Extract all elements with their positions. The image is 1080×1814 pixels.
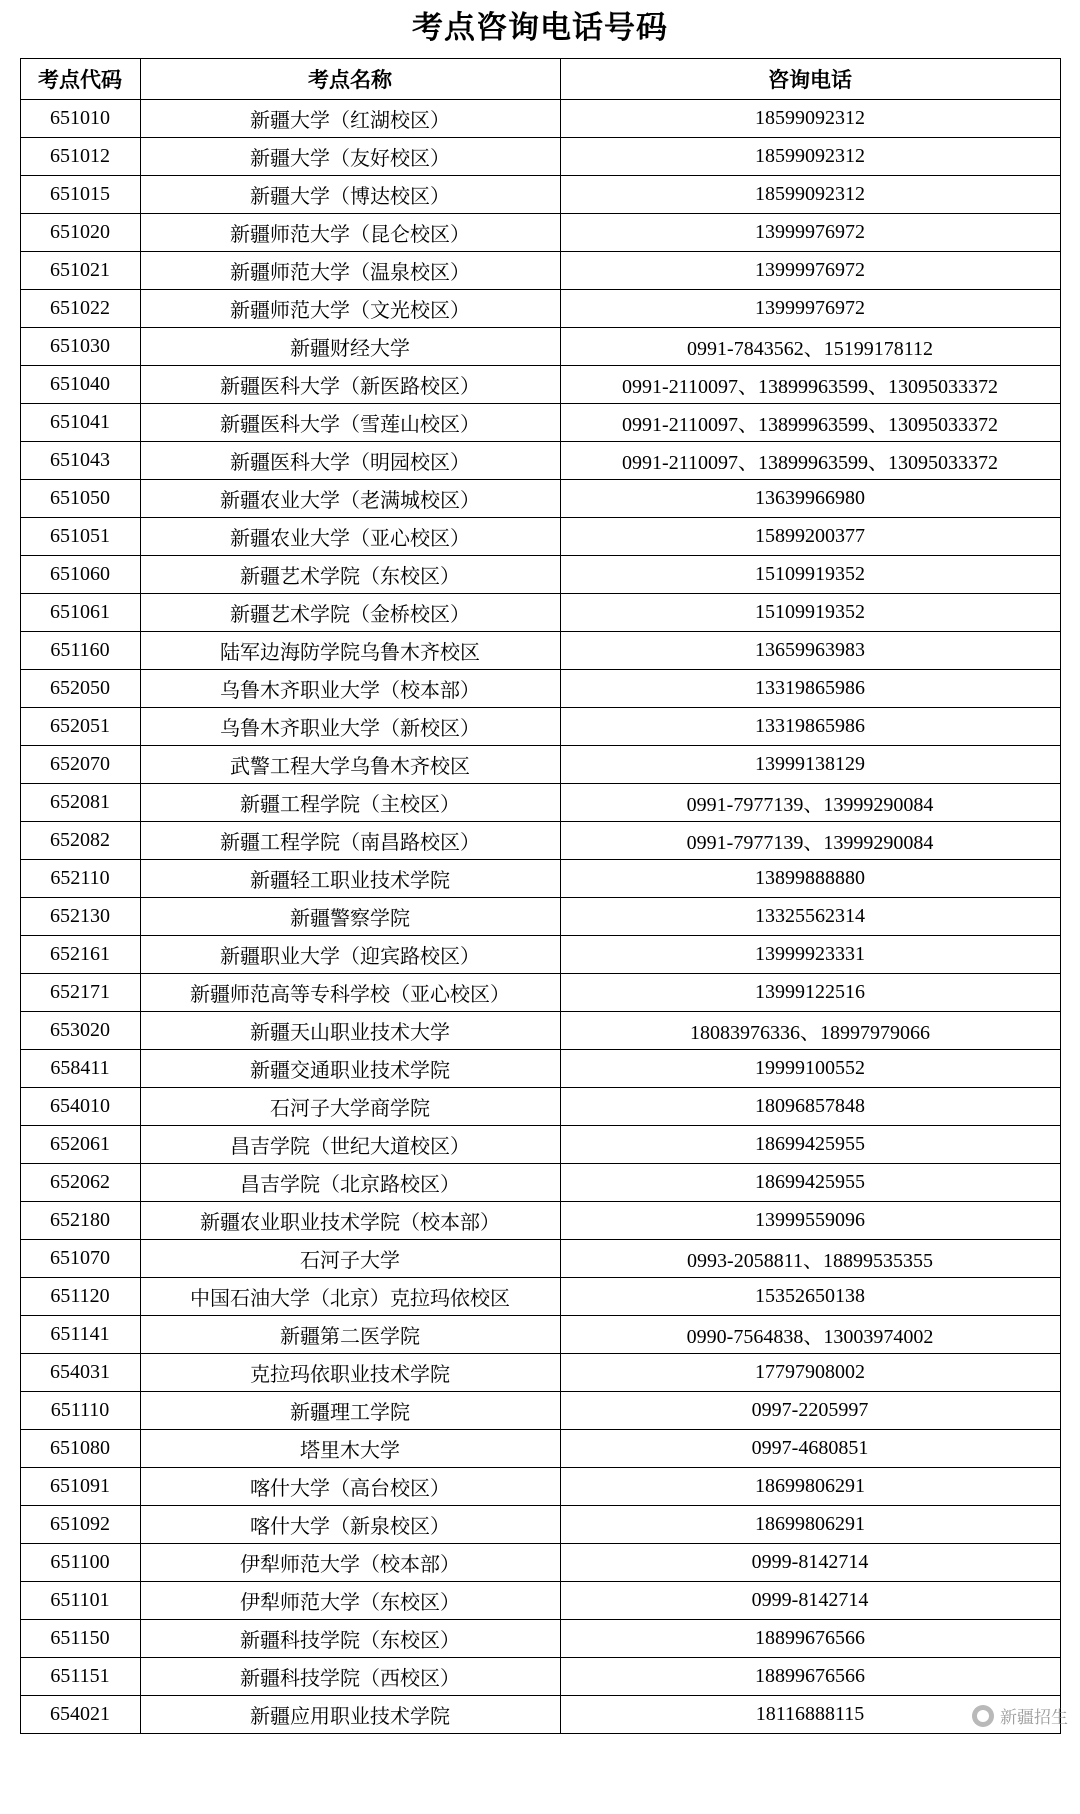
cell-exam-site-name: 新疆农业大学（老满城校区） [140, 480, 560, 518]
cell-exam-site-code: 651012 [20, 138, 140, 176]
cell-exam-site-code: 651120 [20, 1278, 140, 1316]
cell-exam-site-code: 651020 [20, 214, 140, 252]
cell-exam-site-code: 651040 [20, 366, 140, 404]
cell-exam-site-code: 651101 [20, 1582, 140, 1620]
cell-contact-phone: 0991-7977139、13999290084 [560, 822, 1060, 860]
cell-exam-site-name: 新疆医科大学（新医路校区） [140, 366, 560, 404]
cell-contact-phone: 13899888880 [560, 860, 1060, 898]
cell-exam-site-name: 新疆轻工职业技术学院 [140, 860, 560, 898]
cell-contact-phone: 18599092312 [560, 100, 1060, 138]
cell-contact-phone: 0991-7977139、13999290084 [560, 784, 1060, 822]
cell-exam-site-code: 651110 [20, 1392, 140, 1430]
table-row [20, 518, 1060, 556]
cell-contact-phone: 18096857848 [560, 1088, 1060, 1126]
cell-exam-site-code: 651043 [20, 442, 140, 480]
cell-exam-site-name: 克拉玛依职业技术学院 [140, 1354, 560, 1392]
table-row [20, 328, 1060, 366]
table-row [20, 708, 1060, 746]
cell-exam-site-code: 652161 [20, 936, 140, 974]
cell-exam-site-name: 新疆理工学院 [140, 1392, 560, 1430]
cell-exam-site-code: 651060 [20, 556, 140, 594]
cell-exam-site-code: 654010 [20, 1088, 140, 1126]
table-row [20, 1202, 1060, 1240]
cell-exam-site-code: 651100 [20, 1544, 140, 1582]
cell-exam-site-name: 新疆艺术学院（金桥校区） [140, 594, 560, 632]
cell-contact-phone: 0999-8142714 [560, 1582, 1060, 1620]
cell-exam-site-name: 乌鲁木齐职业大学（新校区） [140, 708, 560, 746]
cell-exam-site-name: 石河子大学商学院 [140, 1088, 560, 1126]
cell-exam-site-code: 652051 [20, 708, 140, 746]
cell-contact-phone: 18699806291 [560, 1506, 1060, 1544]
table-row [20, 1126, 1060, 1164]
cell-exam-site-code: 652110 [20, 860, 140, 898]
cell-contact-phone: 13319865986 [560, 708, 1060, 746]
cell-exam-site-code: 651092 [20, 1506, 140, 1544]
cell-contact-phone: 18599092312 [560, 176, 1060, 214]
cell-exam-site-code: 651160 [20, 632, 140, 670]
table-row [20, 442, 1060, 480]
table-row [20, 632, 1060, 670]
cell-exam-site-code: 651151 [20, 1658, 140, 1696]
cell-exam-site-name: 新疆大学（博达校区） [140, 176, 560, 214]
table-row [20, 1544, 1060, 1582]
cell-exam-site-code: 651030 [20, 328, 140, 366]
cell-exam-site-name: 新疆大学（友好校区） [140, 138, 560, 176]
table-row [20, 290, 1060, 328]
cell-exam-site-code: 652070 [20, 746, 140, 784]
table-row [20, 100, 1060, 138]
cell-exam-site-name: 新疆应用职业技术学院 [140, 1696, 560, 1734]
cell-contact-phone: 13325562314 [560, 898, 1060, 936]
cell-contact-phone: 0990-7564838、13003974002 [560, 1316, 1060, 1354]
table-row [20, 556, 1060, 594]
cell-contact-phone: 0999-8142714 [560, 1544, 1060, 1582]
table-row [20, 366, 1060, 404]
table-row [20, 1696, 1060, 1734]
cell-exam-site-name: 新疆工程学院（南昌路校区） [140, 822, 560, 860]
table-body [20, 100, 1060, 1734]
cell-exam-site-code: 652082 [20, 822, 140, 860]
cell-exam-site-name: 塔里木大学 [140, 1430, 560, 1468]
cell-exam-site-name: 新疆交通职业技术学院 [140, 1050, 560, 1088]
cell-exam-site-name: 伊犁师范大学（东校区） [140, 1582, 560, 1620]
cell-exam-site-code: 652062 [20, 1164, 140, 1202]
cell-contact-phone: 15109919352 [560, 594, 1060, 632]
table-row [20, 1012, 1060, 1050]
cell-exam-site-name: 新疆农业职业技术学院（校本部） [140, 1202, 560, 1240]
table-row [20, 670, 1060, 708]
cell-exam-site-name: 新疆科技学院（西校区） [140, 1658, 560, 1696]
cell-contact-phone: 0991-2110097、13899963599、13095033372 [560, 404, 1060, 442]
cell-exam-site-code: 653020 [20, 1012, 140, 1050]
cell-exam-site-name: 新疆职业大学（迎宾路校区） [140, 936, 560, 974]
table-row [20, 252, 1060, 290]
table-row [20, 1354, 1060, 1392]
cell-exam-site-name: 喀什大学（高台校区） [140, 1468, 560, 1506]
cell-exam-site-name: 新疆师范大学（昆仑校区） [140, 214, 560, 252]
table-row [20, 1620, 1060, 1658]
cell-contact-phone: 0991-7843562、15199178112 [560, 328, 1060, 366]
table-row [20, 860, 1060, 898]
cell-exam-site-code: 651061 [20, 594, 140, 632]
table-row [20, 1164, 1060, 1202]
cell-contact-phone: 0997-4680851 [560, 1430, 1060, 1468]
exam-site-phone-table [20, 58, 1061, 1734]
cell-exam-site-name: 喀什大学（新泉校区） [140, 1506, 560, 1544]
cell-exam-site-code: 651041 [20, 404, 140, 442]
table-row [20, 214, 1060, 252]
cell-exam-site-code: 651070 [20, 1240, 140, 1278]
table-row [20, 784, 1060, 822]
cell-contact-phone: 15109919352 [560, 556, 1060, 594]
cell-contact-phone: 0991-2110097、13899963599、13095033372 [560, 366, 1060, 404]
cell-contact-phone: 13999976972 [560, 214, 1060, 252]
cell-exam-site-name: 新疆师范大学（温泉校区） [140, 252, 560, 290]
cell-contact-phone: 18699425955 [560, 1126, 1060, 1164]
page-title: 考点咨询电话号码 [412, 10, 668, 45]
cell-exam-site-name: 陆军边海防学院乌鲁木齐校区 [140, 632, 560, 670]
watermark-label: 新疆招生 [1000, 1708, 1068, 1728]
table-row [20, 1582, 1060, 1620]
cell-exam-site-name: 新疆天山职业技术大学 [140, 1012, 560, 1050]
table-row [20, 1316, 1060, 1354]
table-row [20, 404, 1060, 442]
column-header-code: 考点代码 [20, 59, 140, 100]
cell-exam-site-code: 652081 [20, 784, 140, 822]
cell-exam-site-code: 652171 [20, 974, 140, 1012]
table-header [20, 59, 1060, 100]
table-row [20, 1392, 1060, 1430]
cell-exam-site-code: 652130 [20, 898, 140, 936]
cell-exam-site-code: 654031 [20, 1354, 140, 1392]
column-header-name: 考点名称 [140, 59, 560, 100]
cell-exam-site-name: 新疆财经大学 [140, 328, 560, 366]
table-row [20, 898, 1060, 936]
cell-contact-phone: 18699806291 [560, 1468, 1060, 1506]
cell-exam-site-code: 651022 [20, 290, 140, 328]
cell-exam-site-code: 652061 [20, 1126, 140, 1164]
cell-exam-site-code: 652050 [20, 670, 140, 708]
cell-exam-site-name: 新疆医科大学（明园校区） [140, 442, 560, 480]
cell-exam-site-code: 651021 [20, 252, 140, 290]
cell-exam-site-code: 652180 [20, 1202, 140, 1240]
table-row [20, 1468, 1060, 1506]
cell-exam-site-name: 新疆第二医学院 [140, 1316, 560, 1354]
cell-contact-phone: 15899200377 [560, 518, 1060, 556]
cell-exam-site-code: 651141 [20, 1316, 140, 1354]
cell-exam-site-code: 658411 [20, 1050, 140, 1088]
cell-exam-site-name: 新疆工程学院（主校区） [140, 784, 560, 822]
cell-exam-site-code: 651010 [20, 100, 140, 138]
cell-exam-site-name: 新疆农业大学（亚心校区） [140, 518, 560, 556]
cell-exam-site-name: 乌鲁木齐职业大学（校本部） [140, 670, 560, 708]
table-header-row [20, 59, 1060, 100]
cell-exam-site-code: 651051 [20, 518, 140, 556]
table-row [20, 1506, 1060, 1544]
table-row [20, 974, 1060, 1012]
cell-contact-phone: 13999923331 [560, 936, 1060, 974]
table-row [20, 138, 1060, 176]
cell-exam-site-code: 651050 [20, 480, 140, 518]
column-header-phone: 咨询电话 [560, 59, 1060, 100]
cell-contact-phone: 13999122516 [560, 974, 1060, 1012]
cell-contact-phone: 15352650138 [560, 1278, 1060, 1316]
cell-contact-phone: 18699425955 [560, 1164, 1060, 1202]
cell-exam-site-name: 石河子大学 [140, 1240, 560, 1278]
cell-exam-site-name: 新疆大学（红湖校区） [140, 100, 560, 138]
watermark-logo-icon [972, 1705, 994, 1727]
table-row [20, 822, 1060, 860]
cell-contact-phone: 13999976972 [560, 252, 1060, 290]
cell-contact-phone: 19999100552 [560, 1050, 1060, 1088]
cell-exam-site-name: 伊犁师范大学（校本部） [140, 1544, 560, 1582]
cell-contact-phone: 18116888115 [560, 1696, 1060, 1734]
table-row [20, 936, 1060, 974]
cell-exam-site-name: 中国石油大学（北京）克拉玛依校区 [140, 1278, 560, 1316]
cell-exam-site-code: 651150 [20, 1620, 140, 1658]
cell-contact-phone: 0991-2110097、13899963599、13095033372 [560, 442, 1060, 480]
cell-exam-site-name: 新疆警察学院 [140, 898, 560, 936]
table-row [20, 1658, 1060, 1696]
cell-contact-phone: 0993-2058811、18899535355 [560, 1240, 1060, 1278]
cell-contact-phone: 0997-2205997 [560, 1392, 1060, 1430]
table-row [20, 480, 1060, 518]
watermark [972, 1703, 1068, 1728]
table-row [20, 1430, 1060, 1468]
table-row [20, 594, 1060, 632]
cell-contact-phone: 17797908002 [560, 1354, 1060, 1392]
cell-exam-site-name: 昌吉学院（北京路校区） [140, 1164, 560, 1202]
table-row [20, 1240, 1060, 1278]
cell-contact-phone: 13319865986 [560, 670, 1060, 708]
cell-contact-phone: 13639966980 [560, 480, 1060, 518]
cell-exam-site-name: 新疆科技学院（东校区） [140, 1620, 560, 1658]
table-row [20, 1050, 1060, 1088]
table-row [20, 1088, 1060, 1126]
cell-contact-phone: 18899676566 [560, 1658, 1060, 1696]
cell-exam-site-name: 昌吉学院（世纪大道校区） [140, 1126, 560, 1164]
cell-exam-site-name: 新疆艺术学院（东校区） [140, 556, 560, 594]
table-row [20, 746, 1060, 784]
cell-contact-phone: 13999976972 [560, 290, 1060, 328]
cell-contact-phone: 18599092312 [560, 138, 1060, 176]
cell-exam-site-name: 新疆师范大学（文光校区） [140, 290, 560, 328]
cell-contact-phone: 18083976336、18997979066 [560, 1012, 1060, 1050]
cell-contact-phone: 13999138129 [560, 746, 1060, 784]
cell-contact-phone: 13999559096 [560, 1202, 1060, 1240]
cell-exam-site-code: 651091 [20, 1468, 140, 1506]
table-row [20, 176, 1060, 214]
cell-exam-site-name: 武警工程大学乌鲁木齐校区 [140, 746, 560, 784]
cell-exam-site-name: 新疆师范高等专科学校（亚心校区） [140, 974, 560, 1012]
cell-exam-site-code: 651080 [20, 1430, 140, 1468]
cell-contact-phone: 18899676566 [560, 1620, 1060, 1658]
cell-exam-site-code: 654021 [20, 1696, 140, 1734]
cell-contact-phone: 13659963983 [560, 632, 1060, 670]
cell-exam-site-name: 新疆医科大学（雪莲山校区） [140, 404, 560, 442]
cell-exam-site-code: 651015 [20, 176, 140, 214]
table-row [20, 1278, 1060, 1316]
